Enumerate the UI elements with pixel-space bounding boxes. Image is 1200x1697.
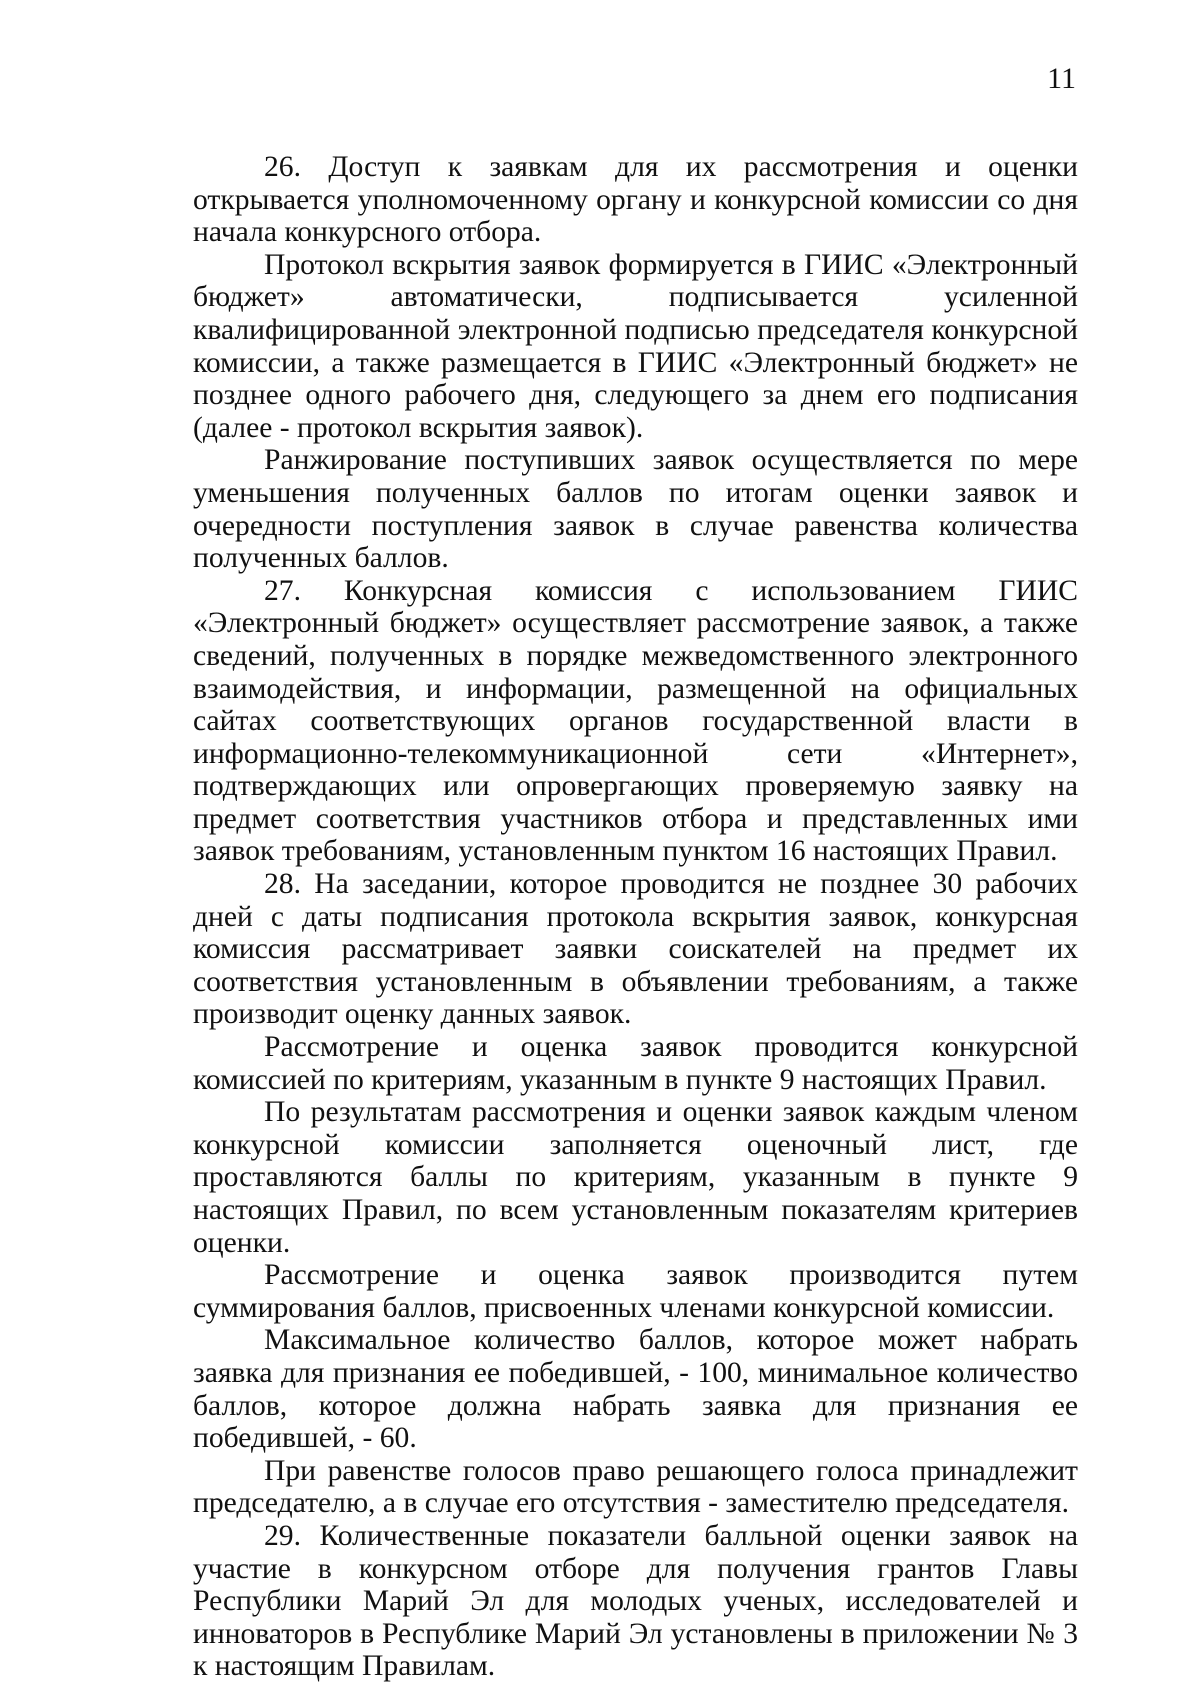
paragraph-evaluation-sheet: По результатам рассмотрения и оценки заявок каждым членом конкурсной комиссии заполняется оценочный лист, где проставляются баллы по критериям, указанным в пункте 9 настоящих Правил, по всем установленным показателям критериев оценки. bbox=[193, 1096, 1078, 1259]
paragraph-29-indicators: 29. Количественные показатели балльной оценки заявок на участие в конкурсном отборе для получения грантов Главы Республики Марий Эл для молодых ученых, исследователей и инноваторов в Республике Марий Эл установлены в приложении № 3 к настоящим Правилам. bbox=[193, 1519, 1078, 1683]
page-number: 11 bbox=[1047, 62, 1076, 95]
paragraph-summation: Рассмотрение и оценка заявок производится путем суммирования баллов, присвоенных членами конкурсной комиссии. bbox=[193, 1259, 1078, 1324]
paragraph-27-review: 27. Конкурсная комиссия с использованием ГИИС «Электронный бюджет» осуществляет рассмотрение заявок, а также сведений, полученных в порядке межведомственного электронного взаимодействия, и информации, размещенной на официальных сайтах соответствующих органов государственной власти в информационно-телекоммуникационной сети «Интернет», подтверждающих или опровергающих проверяемую заявку на предмет соответствия участников отбора и представленных ими заявок требованиям, установленным пунктом 16 настоящих Правил. bbox=[193, 574, 1078, 868]
paragraph-score-limits: Максимальное количество баллов, которое может набрать заявка для признания ее победившей, - 100, минимальное количество баллов, которое должна набрать заявка для признания ее победившей, - 60. bbox=[193, 1324, 1078, 1455]
paragraph-28-meeting: 28. На заседании, которое проводится не позднее 30 рабочих дней с даты подписания протокола вскрытия заявок, конкурсная комиссия рассматривает заявки соискателей на предмет их соответствия установленным в объявлении требованиям, а также производит оценку данных заявок. bbox=[193, 868, 1078, 1031]
paragraph-opening-protocol: Протокол вскрытия заявок формируется в ГИИС «Электронный бюджет» автоматически, подписывается усиленной квалифицированной электронной подписью председателя конкурсной комиссии, а также размещается в ГИИС «Электронный бюджет» не позднее одного рабочего дня, следующего за днем его подписания (далее - протокол вскрытия заявок). bbox=[193, 248, 1078, 444]
document-body bbox=[193, 151, 1078, 1683]
paragraph-ranking: Ранжирование поступивших заявок осуществляется по мере уменьшения полученных баллов по итогам оценки заявок и очередности поступления заявок в случае равенства количества полученных баллов. bbox=[193, 444, 1078, 575]
paragraph-tie-vote: При равенстве голосов право решающего голоса принадлежит председателю, а в случае его отсутствия - заместителю председателя. bbox=[193, 1454, 1078, 1520]
paragraph-criteria: Рассмотрение и оценка заявок проводится конкурсной комиссией по критериям, указанным в пункте 9 настоящих Правил. bbox=[193, 1031, 1078, 1096]
paragraph-26-access: 26. Доступ к заявкам для их рассмотрения и оценки открывается уполномоченному органу и конкурсной комиссии со дня начала конкурсного отбора. bbox=[193, 151, 1078, 249]
